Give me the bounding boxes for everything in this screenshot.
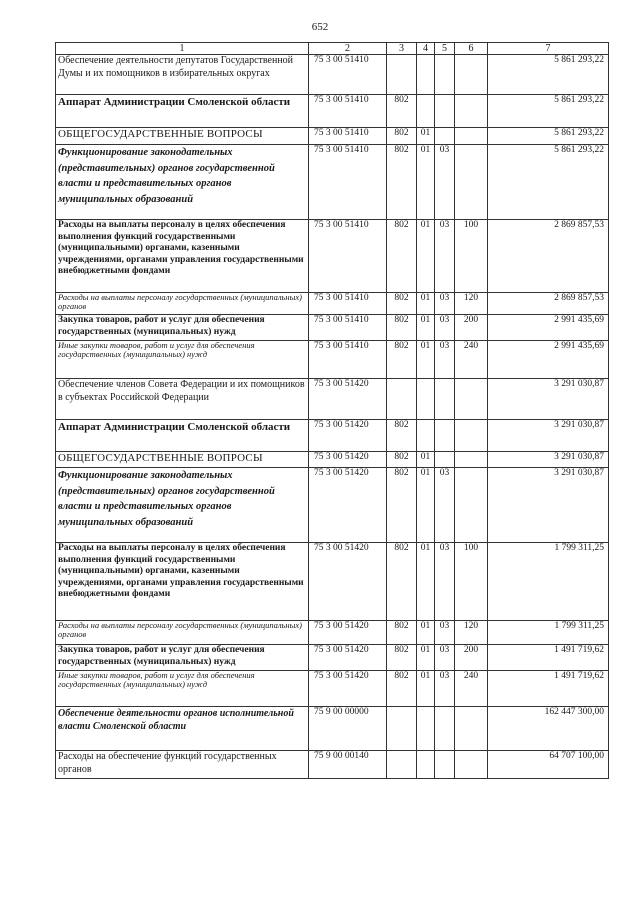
amount-value: 1 491 719,62 — [488, 671, 609, 707]
department-code — [387, 379, 417, 420]
subsection-code — [435, 452, 455, 468]
table-row — [56, 293, 609, 315]
department-code: 802 — [387, 543, 417, 621]
department-code: 802 — [387, 341, 417, 379]
amount-value: 64 707 100,00 — [488, 751, 609, 779]
column-number: 1 — [56, 43, 309, 55]
target-article-code: 75 3 00 51410 — [309, 145, 387, 220]
expense-type-code — [455, 379, 488, 420]
table-row — [56, 420, 609, 452]
department-code: 802 — [387, 452, 417, 468]
expense-item-name: Расходы на выплаты персоналу государственных (муниципальных) органов — [56, 293, 309, 315]
amount-value: 1 491 719,62 — [488, 645, 609, 671]
column-number: 5 — [435, 43, 455, 55]
subsection-code: 03 — [435, 468, 455, 543]
target-article-code: 75 3 00 51420 — [309, 452, 387, 468]
target-article-code: 75 3 00 51420 — [309, 543, 387, 621]
expense-type-code — [455, 128, 488, 145]
subsection-code — [435, 707, 455, 751]
section-code: 01 — [417, 645, 435, 671]
amount-value: 1 799 311,25 — [488, 543, 609, 621]
amount-value: 3 291 030,87 — [488, 468, 609, 543]
table-row — [56, 315, 609, 341]
subsection-code: 03 — [435, 293, 455, 315]
section-code — [417, 751, 435, 779]
target-article-code: 75 3 00 51410 — [309, 315, 387, 341]
department-code — [387, 55, 417, 95]
section-code — [417, 420, 435, 452]
expense-type-code — [455, 95, 488, 128]
target-article-code: 75 3 00 51420 — [309, 468, 387, 543]
amount-value: 5 861 293,22 — [488, 95, 609, 128]
department-code: 802 — [387, 468, 417, 543]
expense-item-name: Закупка товаров, работ и услуг для обеспечения государственных (муниципальных) нужд — [56, 315, 309, 341]
expense-type-code — [455, 420, 488, 452]
section-code: 01 — [417, 468, 435, 543]
target-article-code: 75 9 00 00000 — [309, 707, 387, 751]
section-code: 01 — [417, 128, 435, 145]
subsection-code — [435, 55, 455, 95]
department-code: 802 — [387, 420, 417, 452]
expense-item-name: Аппарат Администрации Смоленской области — [56, 95, 309, 128]
section-code — [417, 707, 435, 751]
table-row — [56, 220, 609, 293]
table-row — [56, 128, 609, 145]
subsection-code: 03 — [435, 621, 455, 645]
section-code: 01 — [417, 452, 435, 468]
expense-item-name: Обеспечение деятельности органов исполнительной власти Смоленской области — [56, 707, 309, 751]
department-code: 802 — [387, 145, 417, 220]
subsection-code — [435, 128, 455, 145]
expense-item-name: Обеспечение членов Совета Федерации и их помощников в субъектах Российской Федерации — [56, 379, 309, 420]
amount-value: 2 869 857,53 — [488, 293, 609, 315]
expense-item-name: Функционирование законодательных (представительных) органов государственной власти и представительных органов муниципальных образований — [56, 145, 309, 220]
amount-value: 3 291 030,87 — [488, 379, 609, 420]
department-code: 802 — [387, 315, 417, 341]
amount-value: 162 447 300,00 — [488, 707, 609, 751]
table-row — [56, 468, 609, 543]
column-number-row — [56, 43, 609, 55]
amount-value: 2 991 435,69 — [488, 315, 609, 341]
column-number: 6 — [455, 43, 488, 55]
expense-item-name: Иные закупки товаров, работ и услуг для обеспечения государственных (муниципальных) нужд — [56, 341, 309, 379]
table-row — [56, 452, 609, 468]
section-code: 01 — [417, 671, 435, 707]
target-article-code: 75 3 00 51420 — [309, 420, 387, 452]
table-row — [56, 55, 609, 95]
expense-type-code: 200 — [455, 645, 488, 671]
expense-type-code — [455, 145, 488, 220]
table-row — [56, 645, 609, 671]
expense-type-code: 200 — [455, 315, 488, 341]
department-code: 802 — [387, 220, 417, 293]
expense-type-code — [455, 452, 488, 468]
department-code: 802 — [387, 671, 417, 707]
target-article-code: 75 3 00 51420 — [309, 379, 387, 420]
target-article-code: 75 3 00 51410 — [309, 220, 387, 293]
expense-type-code: 240 — [455, 341, 488, 379]
table-row — [56, 707, 609, 751]
expense-item-name: Расходы на выплаты персоналу государственных (муниципальных) органов — [56, 621, 309, 645]
subsection-code: 03 — [435, 145, 455, 220]
table-row — [56, 671, 609, 707]
expense-item-name: Функционирование законодательных (представительных) органов государственной власти и представительных органов муниципальных образований — [56, 468, 309, 543]
expense-item-name: Расходы на выплаты персоналу в целях обеспечения выполнения функций государственными (муниципальными) органами, казенными учреждениями, органами управления государственными внебюджетными фондами — [56, 220, 309, 293]
department-code: 802 — [387, 645, 417, 671]
target-article-code: 75 9 00 00140 — [309, 751, 387, 779]
amount-value: 1 799 311,25 — [488, 621, 609, 645]
column-number: 2 — [309, 43, 387, 55]
expense-type-code — [455, 751, 488, 779]
department-code: 802 — [387, 95, 417, 128]
subsection-code: 03 — [435, 671, 455, 707]
target-article-code: 75 3 00 51410 — [309, 128, 387, 145]
expense-item-name: Аппарат Администрации Смоленской области — [56, 420, 309, 452]
target-article-code: 75 3 00 51410 — [309, 341, 387, 379]
subsection-code — [435, 420, 455, 452]
amount-value: 3 291 030,87 — [488, 420, 609, 452]
budget-table — [55, 42, 609, 779]
target-article-code: 75 3 00 51420 — [309, 621, 387, 645]
department-code: 802 — [387, 128, 417, 145]
amount-value: 5 861 293,22 — [488, 145, 609, 220]
section-code — [417, 379, 435, 420]
department-code: 802 — [387, 621, 417, 645]
section-code: 01 — [417, 341, 435, 379]
table-row — [56, 621, 609, 645]
subsection-code: 03 — [435, 543, 455, 621]
expense-type-code — [455, 707, 488, 751]
section-code — [417, 55, 435, 95]
amount-value: 2 869 857,53 — [488, 220, 609, 293]
section-code: 01 — [417, 293, 435, 315]
target-article-code: 75 3 00 51410 — [309, 293, 387, 315]
amount-value: 3 291 030,87 — [488, 452, 609, 468]
subsection-code: 03 — [435, 315, 455, 341]
target-article-code: 75 3 00 51420 — [309, 645, 387, 671]
table-row — [56, 145, 609, 220]
expense-item-name: ОБЩЕГОСУДАРСТВЕННЫЕ ВОПРОСЫ — [56, 452, 309, 468]
expense-type-code — [455, 55, 488, 95]
target-article-code: 75 3 00 51410 — [309, 55, 387, 95]
department-code — [387, 707, 417, 751]
target-article-code: 75 3 00 51420 — [309, 671, 387, 707]
table-row — [56, 95, 609, 128]
department-code — [387, 751, 417, 779]
department-code: 802 — [387, 293, 417, 315]
section-code: 01 — [417, 543, 435, 621]
expense-type-code — [455, 468, 488, 543]
subsection-code — [435, 379, 455, 420]
expense-item-name: ОБЩЕГОСУДАРСТВЕННЫЕ ВОПРОСЫ — [56, 128, 309, 145]
expense-type-code: 240 — [455, 671, 488, 707]
expense-type-code: 100 — [455, 220, 488, 293]
amount-value: 5 861 293,22 — [488, 55, 609, 95]
column-number: 4 — [417, 43, 435, 55]
column-number: 7 — [488, 43, 609, 55]
table-row — [56, 751, 609, 779]
subsection-code — [435, 95, 455, 128]
expense-type-code: 100 — [455, 543, 488, 621]
table-row — [56, 543, 609, 621]
expense-item-name: Иные закупки товаров, работ и услуг для обеспечения государственных (муниципальных) нужд — [56, 671, 309, 707]
page-number: 652 — [311, 21, 329, 33]
expense-type-code: 120 — [455, 293, 488, 315]
section-code: 01 — [417, 145, 435, 220]
subsection-code: 03 — [435, 341, 455, 379]
expense-type-code: 120 — [455, 621, 488, 645]
subsection-code — [435, 751, 455, 779]
subsection-code: 03 — [435, 645, 455, 671]
amount-value: 2 991 435,69 — [488, 341, 609, 379]
subsection-code: 03 — [435, 220, 455, 293]
section-code: 01 — [417, 315, 435, 341]
column-number: 3 — [387, 43, 417, 55]
expense-item-name: Расходы на обеспечение функций государственных органов — [56, 751, 309, 779]
target-article-code: 75 3 00 51410 — [309, 95, 387, 128]
section-code: 01 — [417, 220, 435, 293]
table-row — [56, 379, 609, 420]
table-row — [56, 341, 609, 379]
section-code — [417, 95, 435, 128]
expense-item-name: Расходы на выплаты персоналу в целях обеспечения выполнения функций государственными (муниципальными) органами, казенными учреждениями, органами управления государственными внебюджетными фондами — [56, 543, 309, 621]
expense-item-name: Обеспечение деятельности депутатов Государственной Думы и их помощников в избирательных округах — [56, 55, 309, 95]
amount-value: 5 861 293,22 — [488, 128, 609, 145]
expense-item-name: Закупка товаров, работ и услуг для обеспечения государственных (муниципальных) нужд — [56, 645, 309, 671]
section-code: 01 — [417, 621, 435, 645]
